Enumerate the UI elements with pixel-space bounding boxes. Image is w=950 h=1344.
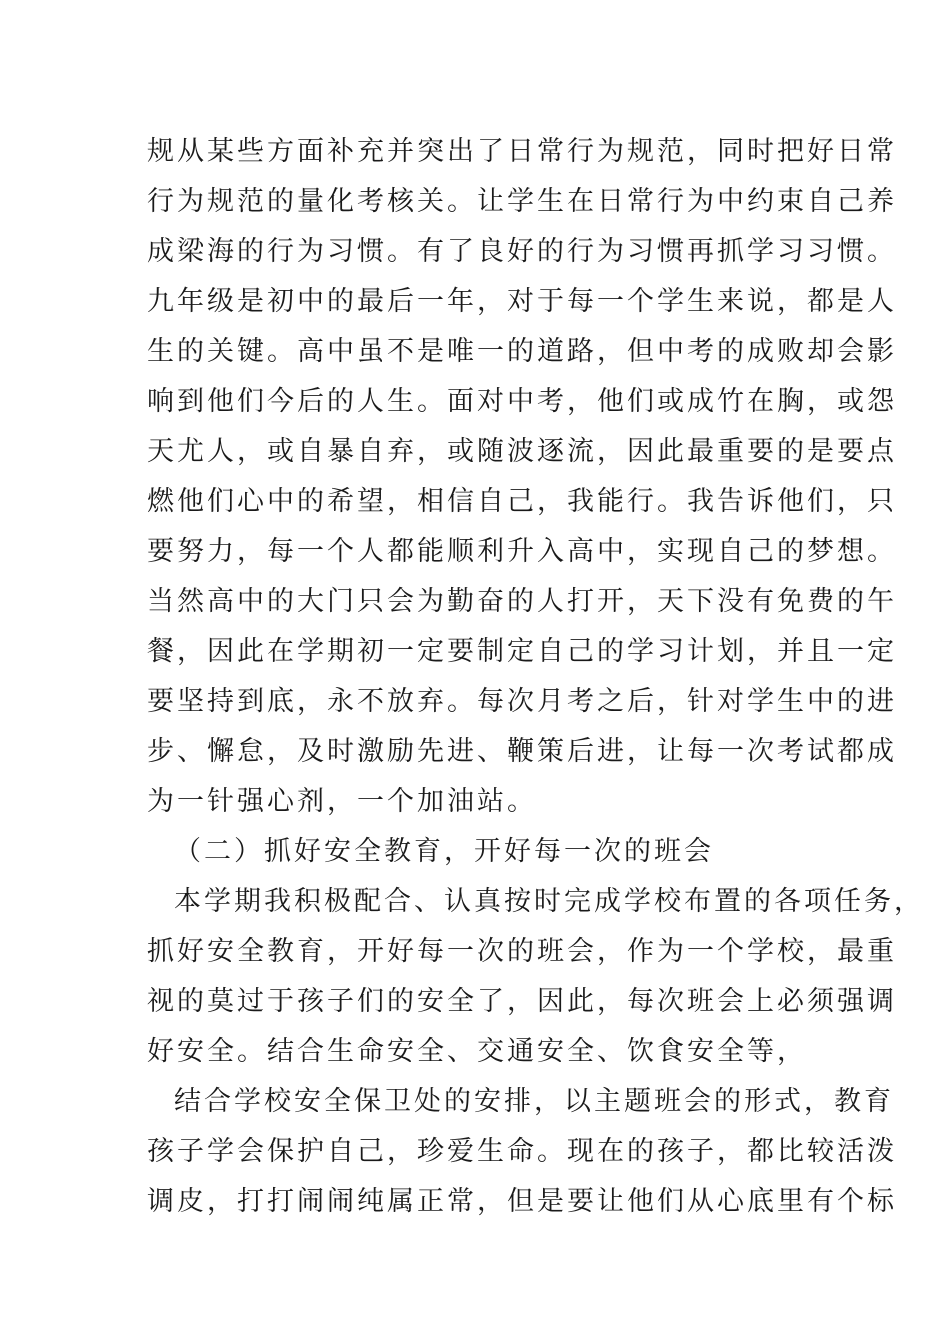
- text-line: 响到他们今后的人生。面对中考，他们或成竹在胸，或怨: [147, 386, 897, 417]
- text-line: 步、懈怠，及时激励先进、鞭策后进，让每一次考试都成: [147, 736, 897, 767]
- text-line: 为一针强心剂，一个加油站。: [147, 786, 537, 817]
- text-line: 当然高中的大门只会为勤奋的人打开，天下没有免费的午: [147, 586, 897, 617]
- text-line: 成梁海的行为习惯。有了良好的行为习惯再抓学习习惯。: [147, 236, 897, 267]
- text-line: 结合学校安全保卫处的安排，以主题班会的形式，教育: [174, 1086, 894, 1117]
- text-line: 孩子学会保护自己，珍爱生命。现在的孩子，都比较活泼: [147, 1136, 897, 1167]
- text-line: 餐，因此在学期初一定要制定自己的学习计划，并且一定: [147, 636, 897, 667]
- section-heading: （二）抓好安全教育，开好每一次的班会: [174, 836, 714, 867]
- text-line: 要努力，每一个人都能顺利升入高中，实现自己的梦想。: [147, 536, 897, 567]
- text-line: 行为规范的量化考核关。让学生在日常行为中约束自己养: [147, 186, 897, 217]
- text-line: 视的莫过于孩子们的安全了，因此，每次班会上必须强调: [147, 986, 897, 1017]
- text-line: 抓好安全教育，开好每一次的班会，作为一个学校，最重: [147, 936, 897, 967]
- text-line: 燃他们心中的希望，相信自己，我能行。我告诉他们，只: [147, 486, 897, 517]
- text-line: 九年级是初中的最后一年，对于每一个学生来说，都是人: [147, 286, 897, 317]
- text-line: 调皮，打打闹闹纯属正常，但是要让他们从心底里有个标: [147, 1186, 897, 1217]
- text-line: 规从某些方面补充并突出了日常行为规范，同时把好日常: [147, 136, 897, 167]
- document-body: [147, 127, 924, 1227]
- text-line: 要坚持到底，永不放弃。每次月考之后，针对学生中的进: [147, 686, 897, 717]
- text-line: 生的关键。高中虽不是唯一的道路，但中考的成败却会影: [147, 336, 897, 367]
- text-line: 本学期我积极配合、认真按时完成学校布置的各项任务，: [174, 886, 924, 917]
- text-line: 好安全。结合生命安全、交通安全、饮食安全等，: [147, 1036, 807, 1067]
- text-line: 天尤人，或自暴自弃，或随波逐流，因此最重要的是要点: [147, 436, 897, 467]
